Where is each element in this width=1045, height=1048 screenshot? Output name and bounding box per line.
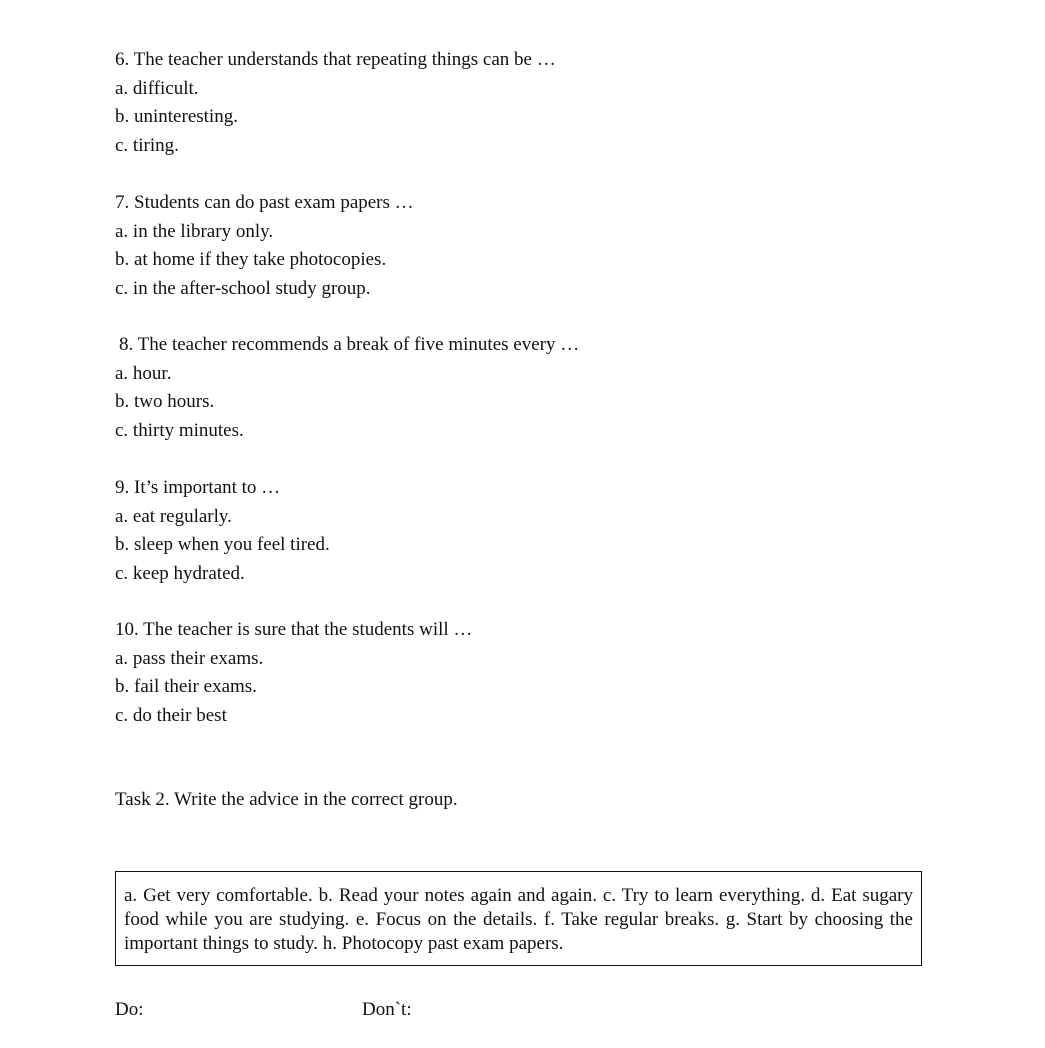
question-10 [115, 616, 815, 730]
option-b: b. sleep when you feel tired. [115, 534, 330, 555]
option-a: a. eat regularly. [115, 505, 232, 527]
option-a: a. in the library only. [115, 220, 274, 242]
option-c: c. in the after-school study group. [115, 277, 371, 299]
question-stem: 10. The teacher is sure that the students will … [115, 619, 473, 640]
option-b: b. at home if they take photocopies. [115, 249, 387, 270]
option-b: b. two hours. [115, 391, 215, 412]
option-c: c. thirty minutes. [115, 419, 244, 441]
question-6 [115, 46, 815, 160]
do-group-label: Do: [115, 999, 144, 1020]
option-b: b. uninteresting. [115, 106, 238, 127]
question-stem: 8. The teacher recommends a break of five minutes every … [119, 334, 580, 355]
question-stem: 9. It’s important to … [115, 477, 281, 498]
question-7 [115, 189, 815, 303]
option-c: c. tiring. [115, 134, 179, 156]
option-b: b. fail their exams. [115, 676, 257, 697]
option-a: a. pass their exams. [115, 647, 264, 669]
question-9 [115, 474, 815, 588]
question-8 [115, 331, 815, 445]
question-stem: 7. Students can do past exam papers … [115, 192, 414, 213]
advice-box: a. Get very comfortable. b. Read your notes again and again. c. Try to learn everything. d. Eat sugary food while you are studying. e. Focus on the details. f. Take regular breaks. g. Start by choosing the important things to study. h. Photocopy past exam papers. [115, 871, 922, 966]
task-2-title: Task 2. Write the advice in the correct group. [115, 789, 458, 810]
dont-group-label: Don`t: [362, 999, 412, 1020]
option-c: c. do their best [115, 704, 227, 726]
option-a: a. difficult. [115, 77, 199, 99]
question-stem: 6. The teacher understands that repeating things can be … [115, 49, 556, 70]
option-c: c. keep hydrated. [115, 562, 245, 584]
option-a: a. hour. [115, 362, 172, 384]
